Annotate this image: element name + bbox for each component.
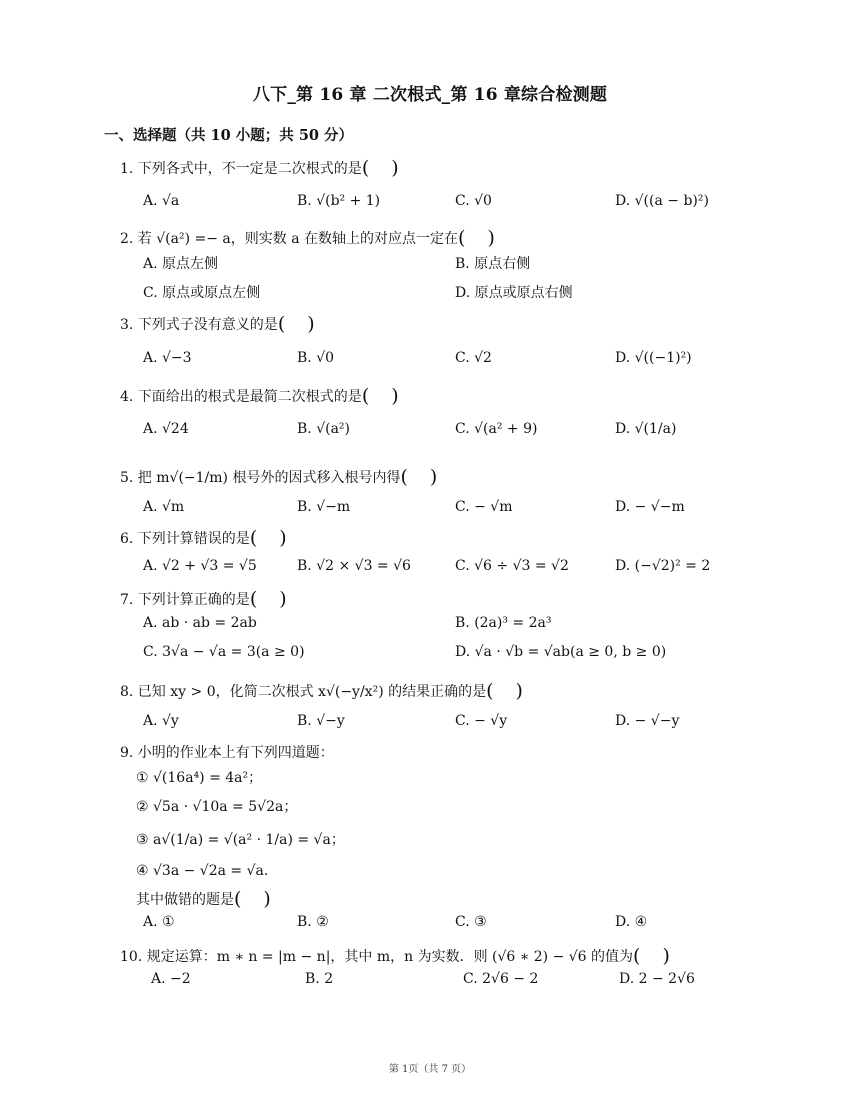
option-b: B. (2a)³ = 2a³ (455, 615, 552, 631)
option-b: B. √2 × √3 = √6 (297, 558, 411, 574)
option-d: D. 原点或原点右侧 (455, 285, 573, 301)
question-stem: 10. 规定运算：m ∗ n = |m − n|，其中 m，n 为实数．则 (√6 ∗ 2) − √6 的值为 (120, 949, 634, 965)
option-c: C. 原点或原点左侧 (143, 285, 261, 301)
question-1 (120, 156, 399, 178)
option-d: D. √a · √b = √ab(a ≥ 0, b ≥ 0) (455, 644, 667, 660)
question-2 (120, 226, 495, 248)
option-d: D. − √−m (615, 499, 685, 515)
question-3 (120, 312, 315, 334)
option-d: D. ④ (615, 914, 648, 930)
answer-bracket: ( ) (277, 313, 315, 335)
question-5 (120, 465, 437, 487)
answer-bracket: ( ) (486, 680, 523, 702)
question-6 (120, 526, 287, 548)
option-b: B. √−y (297, 713, 345, 729)
option-c: C. ③ (455, 914, 487, 930)
option-b: B. 原点右侧 (455, 256, 531, 272)
option-d: D. 2 − 2√6 (619, 971, 695, 987)
question-7 (120, 587, 287, 609)
question-stem: 4. 下面给出的根式是最简二次根式的是 (120, 389, 362, 405)
sub-item-2: ② √5a · √10a = 5√2a； (136, 799, 298, 815)
question-stem: 7. 下列计算正确的是 (120, 592, 250, 608)
option-b: B. √(a²) (297, 421, 350, 437)
option-c: C. √(a² + 9) (455, 421, 538, 437)
option-a: A. √y (143, 713, 179, 729)
option-b: B. 2 (305, 971, 334, 987)
option-a: A. √m (143, 499, 185, 515)
answer-bracket: ( ) (400, 466, 438, 488)
question-4 (120, 384, 399, 406)
answer-bracket: ( ) (633, 945, 670, 967)
option-c: C. √0 (455, 193, 492, 209)
option-c: C. − √m (455, 499, 513, 515)
option-d: D. (−√2)² = 2 (615, 558, 711, 574)
option-b: B. ② (297, 914, 329, 930)
question-8 (120, 679, 523, 701)
document-title: 八下_第 16 章 二次根式_第 16 章综合检测题 (252, 85, 608, 105)
option-a: A. ① (143, 914, 175, 930)
option-d: D. √((a − b)²) (615, 193, 709, 209)
option-a: A. √a (143, 193, 180, 209)
option-b: B. √(b² + 1) (297, 193, 381, 209)
question-9 (120, 742, 334, 762)
question-9-subprompt (136, 887, 271, 909)
option-b: B. √0 (297, 350, 335, 366)
question-stem: 1. 下列各式中，不一定是二次根式的是 (120, 161, 362, 177)
sub-item-4: ④ √3a − √2a = √a. (136, 863, 269, 879)
option-a: A. √2 + √3 = √5 (143, 558, 257, 574)
question-stem: 8. 已知 xy > 0，化简二次根式 x√(−y/x²) 的结果正确的是 (120, 684, 487, 700)
option-a: A. √−3 (143, 350, 192, 366)
question-stem: 3. 下列式子没有意义的是 (120, 317, 278, 333)
option-a: A. ab · ab = 2ab (143, 615, 257, 631)
option-d: D. √(1/a) (615, 421, 677, 437)
answer-bracket: ( ) (361, 157, 399, 179)
sub-item-1: ① √(16a⁴) = 4a²； (136, 770, 263, 786)
option-d: D. √((−1)²) (615, 350, 692, 366)
option-c: C. √2 (455, 350, 492, 366)
page-footer: 第 1页（共 7 页） (388, 1064, 472, 1075)
question-stem: 2. 若 √(a²) =− a，则实数 a 在数轴上的对应点一定在 (120, 231, 459, 247)
option-c: C. 3√a − √a = 3(a ≥ 0) (143, 644, 305, 660)
question-10 (120, 944, 670, 966)
sub-item-3: ③ a√(1/a) = √(a² · 1/a) = √a； (136, 832, 345, 848)
question-stem: 6. 下列计算错误的是 (120, 531, 250, 547)
answer-bracket: ( ) (234, 888, 271, 910)
option-a: A. √24 (143, 421, 189, 437)
option-c: C. − √y (455, 713, 508, 729)
question-stem: 其中做错的题是 (136, 892, 234, 908)
option-c: C. √6 ÷ √3 = √2 (455, 558, 569, 574)
answer-bracket: ( ) (249, 527, 287, 549)
option-c: C. 2√6 − 2 (463, 971, 539, 987)
section-heading: 一、选择题（共 10 小题；共 50 分） (104, 127, 354, 144)
option-a: A. 原点左侧 (143, 256, 219, 272)
option-d: D. − √−y (615, 713, 680, 729)
answer-bracket: ( ) (458, 227, 495, 249)
question-stem: 5. 把 m√(−1/m) 根号外的因式移入根号内得 (120, 470, 401, 486)
answer-bracket: ( ) (361, 385, 399, 407)
question-stem: 9. 小明的作业本上有下列四道题： (120, 745, 334, 761)
answer-bracket: ( ) (249, 588, 287, 610)
option-b: B. √−m (297, 499, 351, 515)
option-a: A. −2 (151, 971, 191, 987)
